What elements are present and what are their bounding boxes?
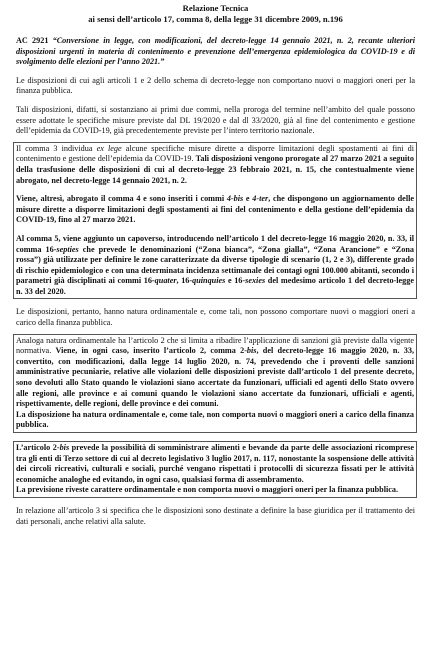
paragraph-articles-1-2: Le disposizioni di cui agli articoli 1 e 2 dello schema di decreto-legge non comportano nuovi o maggiori oneri per la finanza pubblica. [16,75,415,96]
paragraph-article-3: In relazione all’articolo 3 si specifica che le disposizioni sono destinate a definire la base giuridica per il trattamento dei dati personali, anche relativi alla salute. [16,505,415,526]
paragraph-first-two-commas: Tali disposizioni, difatti, si sostanziano ai primi due commi, nella proroga del termine nell’ambito del quale possono essere adottate le specifiche misure previste dal DL 19/2020 e dal dl 33/2020, già al fine del contenimento e gestione dell’epidemia da COVID-19, già precedentemente previste per l’intero territorio nazionale. [16,104,415,136]
document-subtitle: ai sensi dell’articolo 17, comma 8, della legge 31 dicembre 2009, n.196 [88,14,343,24]
bill-title: “Conversione in legge, con modificazioni, del decreto-legge 14 gennaio 2021, n. 2, recante ulteriori disposizioni urgenti in materia di contenimento e prevenzione dell’emergenza epidemiologica da COVID-19 e di svolgimento delle elezioni per l’anno 2021.” [16,36,416,67]
document-title: Relazione Tecnica [182,3,249,13]
paragraph-article-2: Analoga natura ordinamentale ha l’articolo 2 che si limita a ribadire l’applicazione di sanzioni già previste dalla vigente normativa. Viene, in ogni caso, inserito l’articolo 2, comma 2-bis, del decreto-legge 16 maggio 2020, n. 33, convertito, con modificazioni, dalla legge 14 luglio 2020, n. 74, prevedendo che i proventi delle sanzioni amministrative pecuniarie, relative alle violazioni delle disposizioni previste dall’articolo 1 del presente decreto, sono devoluti allo Stato quando le violazioni siano accertate da funzionari, ufficiali ed agenti dello Stato ovvero alle regioni, alle province e ai comuni quando le violazioni siano accertate da funzionari, ufficiali e agenti, rispettivamente, delle regioni, delle province e dei comuni. [16,335,414,409]
boxed-section-comma-3-5 [13,142,417,300]
paragraph-article-2-bis-nature: La previsione riveste carattere ordinamentale e non comporta nuovi o maggiori oneri per la finanza pubblica. [16,485,399,495]
paragraph-ordinamentale: Le disposizioni, pertanto, hanno natura ordinamentale e, come tali, non possono comportare nuovi o maggiori oneri a carico della finanza pubblica. [16,307,415,328]
paragraph-comma-4: Viene, altresì, abrogato il comma 4 e sono inseriti i commi 4-bis e 4-ter, che dispongono un aggiornamento delle misure dirette a disporre limitazioni degli spostamenti ai fini del contenimento e della gestione dell’epidemia da COVID-19, fino al 27 marzo 2021. [16,194,414,225]
paragraph-article-2-bis: L’articolo 2-bis prevede la possibilità di somministrare alimenti e bevande da parte delle associazioni ricomprese tra gli enti di Terzo settore di cui al decreto legislativo 3 luglio 2017, n. 117, nonostante la sospensione delle attività dei circoli ricreativi, culturali e sociali, purché vengano rispettati i protocolli di sicurezza fissati per le attività economiche analoghe ed evitando, in ogni caso, qualsiasi forma di assembramento. [16,443,414,484]
paragraph-comma-3: Il comma 3 individua ex lege alcune specifiche misure dirette a disporre limitazioni degli spostamenti ai fini di contenimento e gestione dell’epidemia da COVID-19. Tali disposizioni vengono prorogate al 27 marzo 2021 a seguito della trasfusione delle disposizioni di cui al decreto-legge 23 febbraio 2021, n. 15, che contestualmente viene abrogato, nel decreto-legge 14 gennaio 2021, n. 2. [16,143,415,185]
bill-reference [16,36,415,68]
bill-number: AC 2921 [16,36,49,45]
boxed-section-article-2-bis [13,441,417,498]
document-header [16,3,415,25]
paragraph-article-2-nature: La disposizione ha natura ordinamentale e, come tale, non comporta nuovi o maggiori oneri a carico della finanza pubblica. [16,409,414,430]
boxed-section-article-2 [13,334,417,433]
paragraph-comma-5: Al comma 5, viene aggiunto un capoverso, introducendo nell’articolo 1 del decreto-legge 16 maggio 2020, n. 33, il comma 16-septies che prevede le denominazioni (“Zona bianca”, “Zona gialla”, “Zona Arancione” e “Zona rossa”) già utilizzate per definire le zone caratterizzate da diverse tipologie di scenario (1, 2 e 3), differente grado di rischio epidemiologico e con una determinata incidenza settimanale dei contagi ogni 100.000 abitanti, secondo i parametri già disciplinati ai commi 16-quater, 16-quinquies e 16-sexies del medesimo articolo 1 del decreto-legge n. 33 del 2020. [16,233,414,296]
